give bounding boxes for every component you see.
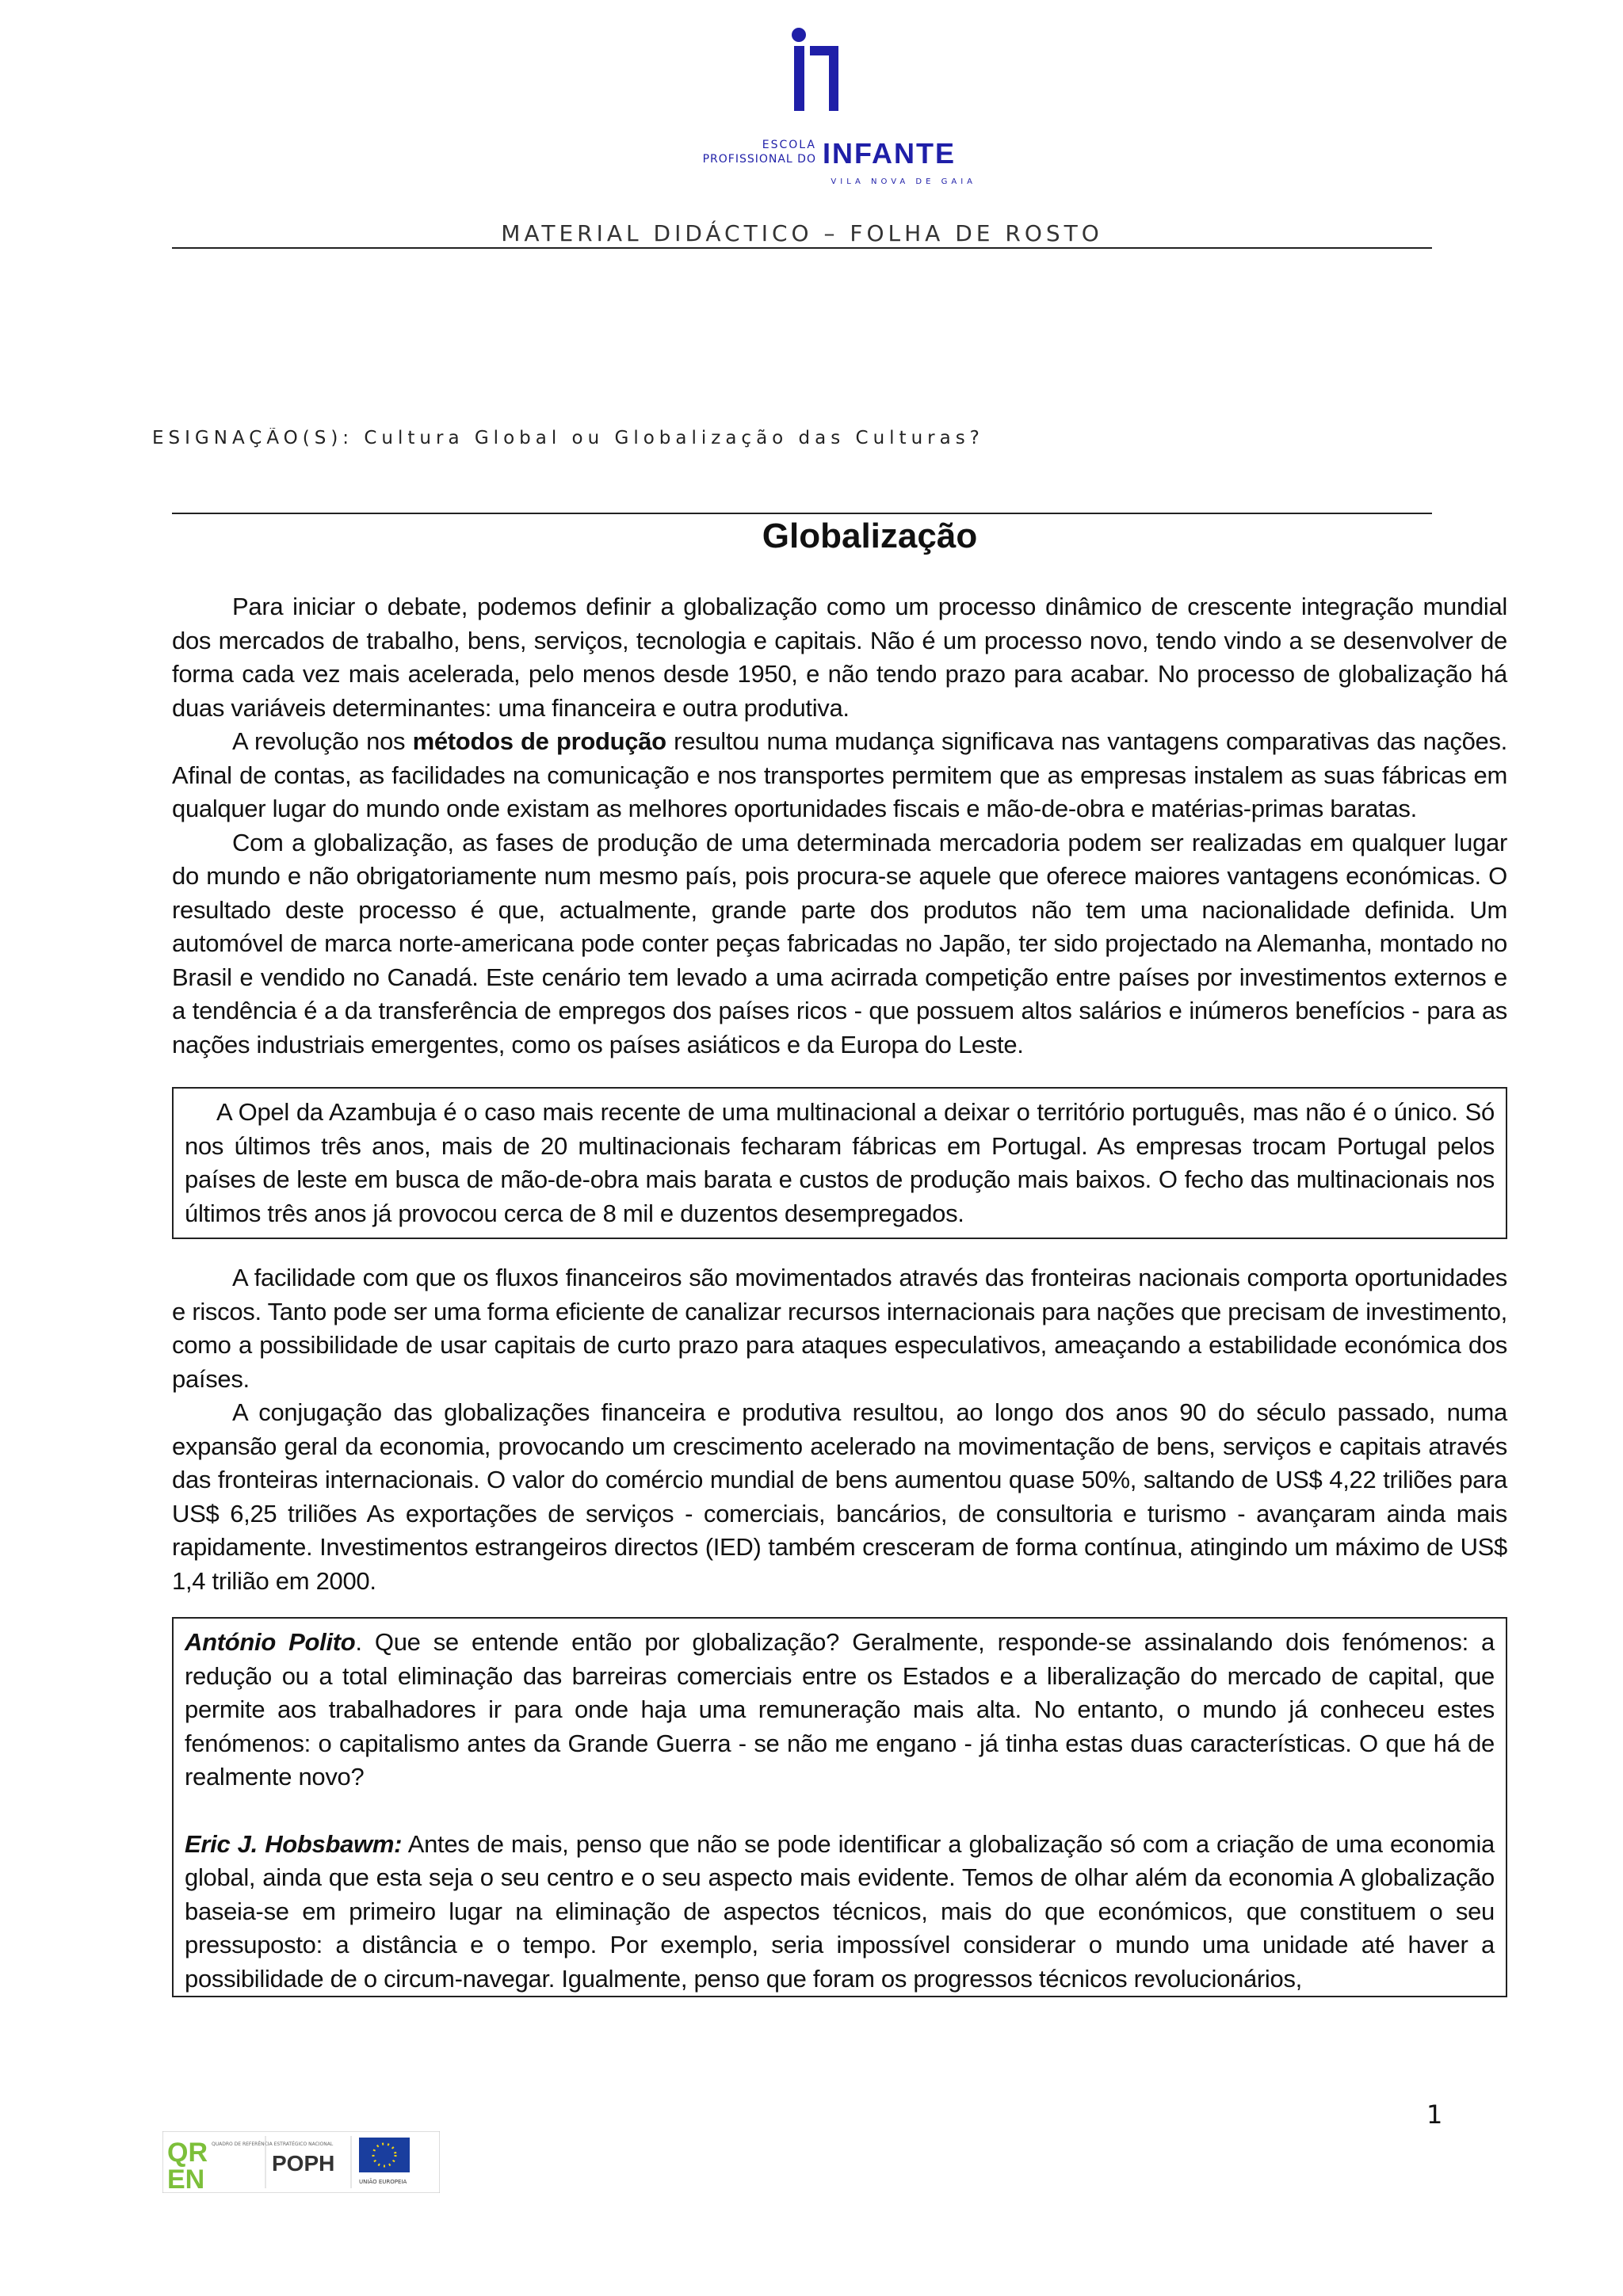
header-title: MATERIAL DIDÁCTICO – FOLHA DE ROSTO [501, 220, 1103, 246]
opel-box-text: A Opel da Azambuja é o caso mais recente de uma multinacional a deixar o território português, mas não é o único. Só nos últimos três anos, mais de 20 multinacionais fecharam fábricas em Portugal. As empresas trocam Portugal pelos países de leste em busca de mão-de-obra mais barata e custos de produção mais baixos. O fecho das multinacionais nos últimos três anos já provocou cerca de 8 mil e duzentos desempregados. [185, 1098, 1495, 1227]
paragraph-4: A facilidade com que os fluxos financeiros são movimentados através das fronteiras nacionais comporta oportunidades e riscos. Tanto pode ser uma forma eficiente de canalizar recursos internacionais para nações que precisam de investimento, como a possibilidade de usar capitais de curto prazo para ataques especulativos, ameaçando a estabilidade económica dos países. [172, 1264, 1507, 1393]
paragraph-1: Para iniciar o debate, podemos definir a globalização como um processo dinâmico de crescente integração mundial dos mercados de trabalho, bens, serviços, tecnologia e capitais. Não é um processo novo, tendo vindo a se desenvolver de forma cada vez mais acelerada, pelo menos desde 1950, e não tendo prazo para acabar. No processo de globalização há duas variáveis determinantes: uma financeira e outra produtiva. [172, 593, 1507, 722]
svg-text:UNIÃO EUROPEIA: UNIÃO EUROPEIA [359, 2179, 407, 2185]
designation-rule [172, 513, 1432, 514]
svg-text:POPH: POPH [272, 2151, 335, 2176]
logo-line1: ESCOLA [762, 139, 816, 151]
funding-logos [162, 2131, 440, 2193]
opel-box [172, 1087, 1507, 1239]
paragraph-3: Com a globalização, as fases de produção de uma determinada mercadoria podem ser realizadas em qualquer lugar do mundo e não obrigatoriamente num mesmo país, pois procura-se aquele que oferece maiores vantagens económicas. O resultado deste processo é que, actualmente, grande parte dos produtos não tem uma nacionalidade definida. Um automóvel de marca norte-americana pode conter peças fabricadas no Japão, ter sido projectado na Alemanha, montado no Brasil e vendido no Canadá. Este cenário tem levado a uma acirrada competição entre países por investimentos externos e a tendência é a da transferência de empregos dos países ricos - que possuem altos salários e inúmeros benefícios - para as nações industriais emergentes, como os países asiáticos e da Europa do Leste. [172, 828, 1507, 1058]
paragraph-5: A conjugação das globalizações financeira e produtiva resultou, ao longo dos anos 90 do século passado, numa expansão geral da economia, provocando um crescimento acelerado na movimentação de bens, serviços e capitais através das fronteiras internacionais. O valor do comércio mundial de bens aumentou quase 50%, saltando de US$ 4,22 triliões para US$ 6,25 triliões As exportações de serviços - comerciais, bancários, de consultoria e turismo - avançaram ainda mais rapidamente. Investimentos estrangeiros directos (IED) também cresceram de forma contínua, atingindo um máximo de US$ 1,4 trilião em 2000. [172, 1398, 1507, 1595]
school-logo [0, 0, 1623, 198]
svg-text:QR: QR [167, 2138, 208, 2168]
page-number: 1 [1426, 2100, 1443, 2130]
interview-question: António Polito. Que se entende então por globalização? Geralmente, responde-se assinalando dois fenómenos: a redução ou a total eliminação das barreiras comerciais entre os Estados e a liberalização do mercado de capital, que permite aos trabalhadores ir para onde haja uma remuneração mais alta. No entanto, o mundo já conheceu estes fenómenos: o capitalismo antes da Grande Guerra - se não me engano - já tinha estas duas características. O que há de realmente novo? [185, 1628, 1495, 1791]
poph-logo [272, 2151, 334, 2176]
logo-name: INFANTE [823, 137, 957, 170]
logo-pillar-left [794, 46, 804, 111]
logo-pillar-right [810, 46, 838, 111]
paragraph-2: A revolução nos métodos de produção resultou numa mudança significava nas vantagens comparativas das nações. Afinal de contas, as facilidades na comunicação e nos transportes permitem que as empresas instalem as suas fábricas em qualquer lugar do mundo onde existam as melhores oportunidades fiscais e mão-de-obra e matérias-primas baratas. [172, 727, 1507, 822]
main-title: Globalização [762, 517, 978, 555]
svg-text:QUADRO DE REFERÊNCIA ESTRATÉGI: QUADRO DE REFERÊNCIA ESTRATÉGICO NACIONAL [212, 2142, 334, 2147]
interview-box [172, 1617, 1507, 1997]
speaker-hobsbawm: Eric J. Hobsbawm: [185, 1829, 403, 1858]
header-rule [172, 247, 1432, 249]
svg-text:EN: EN [167, 2164, 205, 2193]
interview-answer: Eric J. Hobsbawm: Antes de mais, penso que não se pode identificar a globalização só com a criação de uma economia global, ainda que esta seja o seu centro e o seu aspecto mais evidente. Temos de olhar além da economia A globalização baseia-se em primeiro lugar na eliminação de aspectos técnicos, mais do que económicos, que constituem o seu pressuposto: a distância e o tempo. Por exemplo, seria impossível considerar o mundo uma unidade até haver a possibilidade de o circum-navegar. Igualmente, penso que foram os progressos técnicos revolucionários, [185, 1829, 1495, 1993]
logo-dot-icon [792, 28, 806, 42]
logo-location: VILA NOVA DE GAIA [831, 177, 976, 186]
speaker-polito: António Polito [185, 1628, 356, 1656]
designation-line: ESIGNAÇÃO(S): Cultura Global ou Globalização das Culturas? [152, 428, 984, 448]
logo-line2: PROFISSIONAL DO [702, 153, 816, 166]
bold-phrase: métodos de produção [412, 727, 666, 755]
document-body [172, 590, 1507, 2019]
